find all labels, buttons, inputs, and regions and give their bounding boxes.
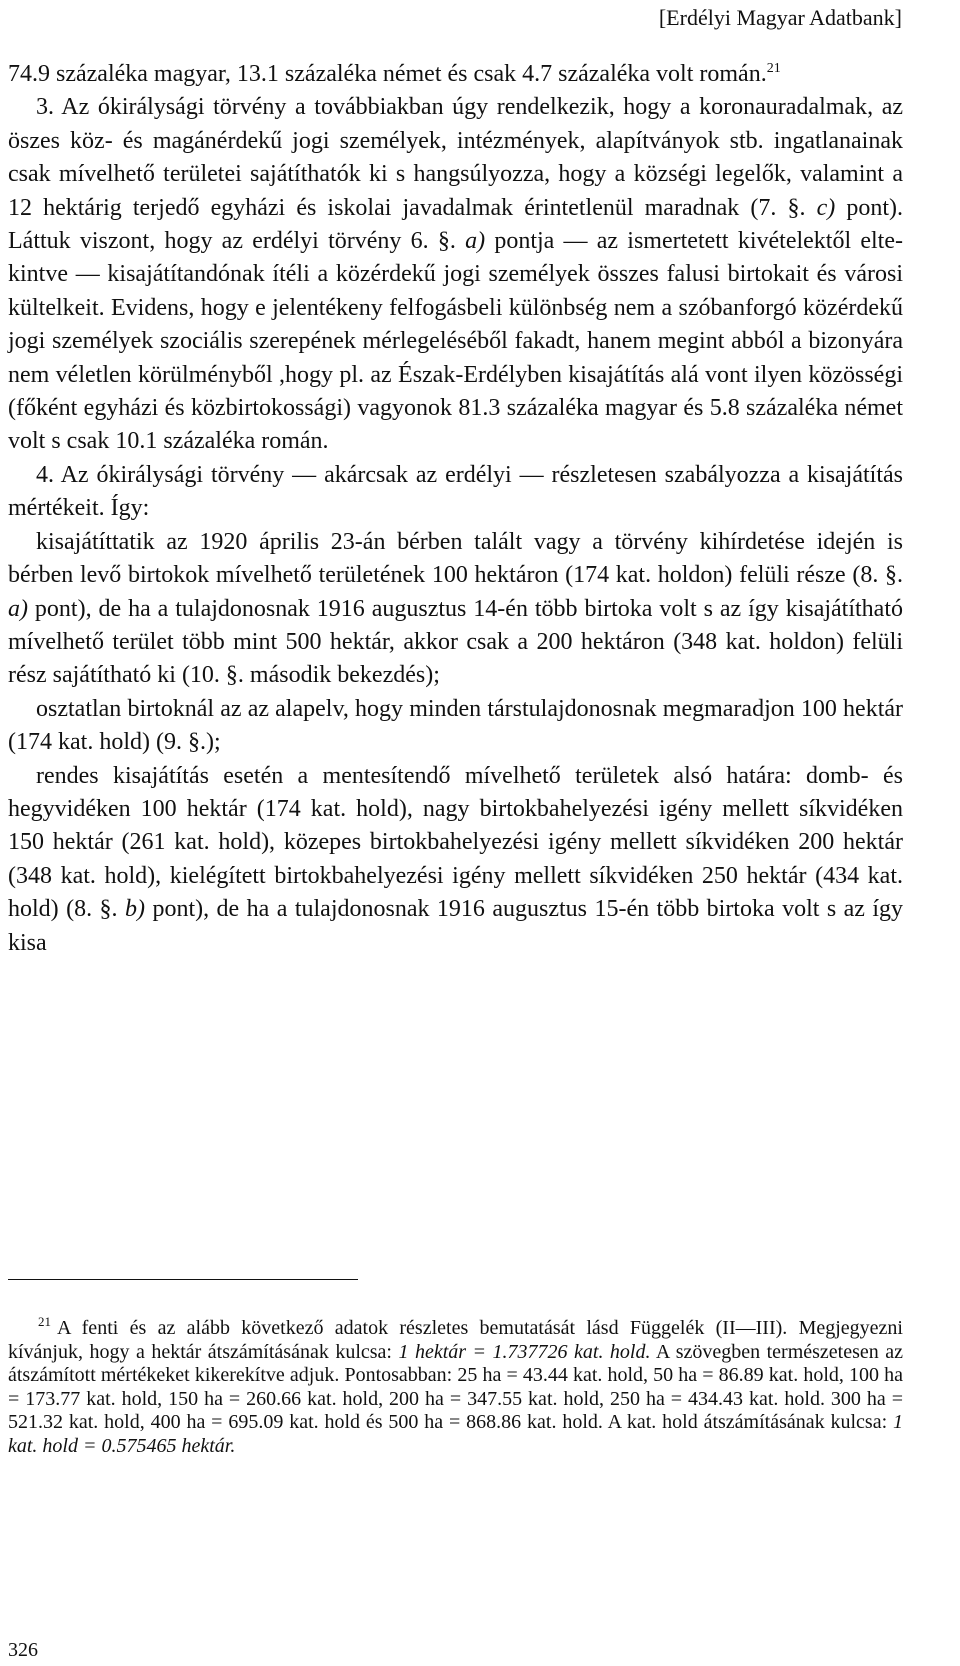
footnote-text-a: A fenti és az alább következő adatok részletes bemutatását lásd Függelék (II—III). Megjegyezni kívánjuk, hogy a hektár átszámításának kulcsa:: [8, 1317, 903, 1363]
paragraph-2-part-e: pontja — az ismertetett kivételektől eltekintve — kisajátítandónak ítéli a közérdekű jogi személyek összes falusi birtokait és városi kültelkeit. Evidens, hogy e jelentékeny felfogásbeli különbség nem a szóbanforgó közérdekű jogi személyek szociális szerepének mérlegeléséből fakadt, hanem megint abból a bizonyára nem véletlen körülményből ,hogy pl. az Észak-Erdélyben kisajátítás alá vont ilyen közösségi (főként egyházi és közbirtokossági) vagyonok 81.3 százaléka magyar és 5.8 százaléka német volt s csak 10.1 százaléka román.: [8, 228, 903, 455]
paragraph-4-part-c: pont), de ha a tulajdonosnak 1916 augusztus 14-én több birtoka volt s az így kisajátítható mívelhető terület több mint 500 hektár, akkor csak a 200 hektáron (348 kat. holdon) felüli rész sajátítható ki (10. §. második bekezdés);: [8, 595, 903, 689]
paragraph-3: 4. Az ókirálysági törvény — akárcsak az erdélyi — részletesen szabályozza a kisajátítás mértékeit. Így:: [8, 461, 903, 522]
paragraph-2-part-a: 3. Az ókirálysági törvény a továbbiakban úgy rendelkezik, hogy a koronauradalmak, az öszes köz- és magánérdekű jogi személyek, intézmények, alapítványok stb. ingatlanainak csak mívelhető területei sajátíthatók ki s hangsúlyozza, hogy a községi legelők, valamint a 12 hektárig terjedő egyházi és iskolai javadalmak érintetlenül maradnak (7. §.: [8, 94, 903, 221]
paragraph-2-italic-a: a): [465, 228, 486, 255]
paragraph-2-italic-c: c): [816, 194, 836, 221]
paragraph-5: osztatlan birtoknál az az alapelv, hogy minden társtulajdonosnak megmaradjon 100 hektár (174 kat. hold) (9. §.);: [8, 695, 903, 756]
footnote-reference[interactable]: 21: [766, 61, 781, 76]
paragraph-1: [8, 58, 903, 91]
running-header: [Erdélyi Magyar Adatbank]: [658, 5, 902, 30]
paragraph-6-part-a: rendes kisajátítás esetén a mentesítendő mívelhető területek alsó határa: domb- és hegyvidéken 100 hektár (174 kat. hold), nagy birtokbahelyezési igény mellett síkvidéken 150 hektár (261 kat. hold), közepes birtokbahelyezési igény mellett síkvidéken 200 hektár (348 kat. hold), kielégített birtokbahelyezési igény mellett síkvidéken 250 hektár (434 kat. hold) (8. §.: [8, 762, 903, 923]
footnote-text-b: A szövegben természetesen az átszámított mértékeket kikerekítve adjuk. Pontosabban: 25 ha = 43.44 kat. hold, 50 ha = 86.89 kat. hold, 100 ha = 173.77 kat. hold, 150 ha = 260.66 kat. hold, 200 ha = 347.55 kat. hold, 250 ha = 434.43 kat. hold. 300 ha = 521.32 kat. hold, 400 ha = 695.09 kat. hold és 500 ha = 868.86 kat. hold. A kat. hold átszámításának kulcsa:: [8, 1340, 904, 1434]
footnote-conversion-key-1: 1 hektár = 1.737726 kat. hold.: [398, 1340, 651, 1363]
paragraph-1-text: 74.9 százaléka magyar, 13.1 százaléka német és csak 4.7 százaléka volt román.: [8, 61, 767, 87]
paragraph-6-italic-b: b): [125, 896, 145, 923]
footnote-conversion-key-2: 1 kat. hold = 0.575465 hektár.: [8, 1411, 904, 1457]
paragraph-6: [8, 760, 903, 960]
footnote: [8, 1314, 904, 1459]
paragraph-4-italic-a: a): [8, 595, 28, 622]
page-number: 326: [8, 1639, 38, 1661]
paragraph-2: [8, 91, 903, 458]
paragraph-4-part-a: kisajátíttatik az 1920 április 23-án bérben talált vagy a törvény kihírdetése idején is bérben levő birtokok mívelhető területének 100 hektáron (174 kat. holdon) felüli része (8. §.: [8, 528, 903, 589]
paragraph-6-part-c: pont), de ha a tulajdonosnak 1916 augusztus 15-én több birtoka volt s az így kisa: [8, 896, 904, 956]
main-text: [8, 58, 903, 960]
footnote-number: 21: [38, 1314, 51, 1330]
footnote-divider: [8, 1279, 358, 1280]
paragraph-4: [8, 526, 903, 693]
paragraph-2-part-c: pont). Láttuk viszont, hogy az erdélyi törvény 6. §.: [8, 194, 904, 255]
